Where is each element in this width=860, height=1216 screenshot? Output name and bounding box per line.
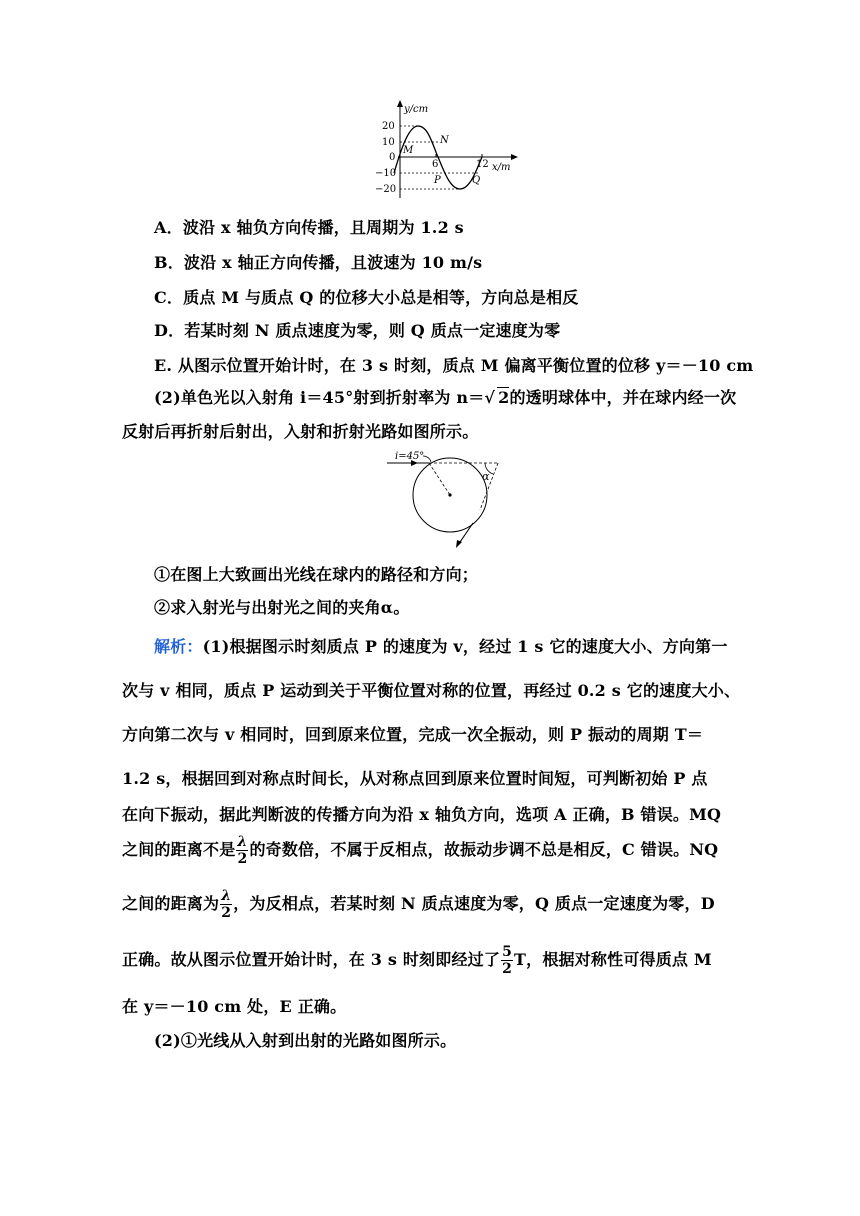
sqrt-argument: 2 <box>498 388 510 407</box>
frac-numerator: λ <box>237 834 248 850</box>
y-tick-20: 20 <box>382 121 395 132</box>
frac-denominator: 2 <box>237 851 248 867</box>
question-1: ①在图上大致画出光线在球内的路径和方向； <box>154 565 479 584</box>
part2-line1-before: (2)单色光以入射角 i＝45°射到折射率为 n＝ <box>154 388 485 407</box>
part2-line2: 反射后再折射后射出，入射和折射光路如图所示。 <box>122 422 479 441</box>
incidence-angle-label: i=45° <box>395 451 425 462</box>
frac2-numerator: 5 <box>502 944 513 960</box>
option-c: C．质点 M 与质点 Q 的位移大小总是相等，方向总是相反 <box>154 288 579 307</box>
y-tick-neg10: −10 <box>375 168 397 179</box>
y-tick-neg20: −20 <box>375 184 397 195</box>
solution-line-3: 方向第二次与 v 相同时，回到原来位置，完成一次全振动，则 P 振动的周期 T＝ <box>122 725 704 744</box>
solution-line-7a: 之间的距离为 <box>122 894 220 913</box>
question-2: ②求入射光与出射光之间的夹角α。 <box>154 598 410 617</box>
part2-line1-after: 的透明球体中，并在球内经一次 <box>509 388 737 407</box>
solution-line-7 <box>122 888 715 921</box>
solution-line-6a: 之间的距离不是 <box>122 840 236 859</box>
y-tick-0: 0 <box>389 152 396 163</box>
solution-line-1 <box>154 634 728 657</box>
x-tick-12: 12 <box>476 159 489 170</box>
five-over-2 <box>501 944 513 977</box>
part2-line1 <box>154 385 736 408</box>
option-a: A．波沿 x 轴负方向传播，且周期为 1.2 s <box>154 218 464 237</box>
y-axis-label: y/cm <box>404 104 429 115</box>
alpha-label: α <box>482 470 490 483</box>
x-axis-label: x/m <box>492 162 511 173</box>
solution-line-10: (2)①光线从入射到出射的光路如图所示。 <box>154 1031 457 1050</box>
solution-line-8 <box>122 944 712 977</box>
solution-line-7b: ，为反相点，若某时刻 N 质点速度为零，Q 质点一定速度为零，D <box>233 894 715 913</box>
frac2-denominator: 2 <box>502 961 513 977</box>
solution-line-4: 1.2 s，根据回到对称点时间长，从对称点回到原来位置时间短，可判断初始 P 点 <box>122 769 708 788</box>
solution-keyword: 解析： <box>154 637 203 656</box>
option-b: B．波沿 x 轴正方向传播，且波速为 10 m/s <box>154 253 483 272</box>
option-d: D．若某时刻 N 质点速度为零，则 Q 质点一定速度为零 <box>154 321 561 340</box>
solution-line-8a: 正确。故从图示位置开始计时，在 3 s 时刻即经过了 <box>122 950 501 969</box>
point-p: P <box>434 175 441 186</box>
point-q: Q <box>472 175 481 186</box>
point-m: M <box>403 145 414 156</box>
solution-line-6 <box>122 834 718 867</box>
y-tick-10: 10 <box>382 137 395 148</box>
frac-numerator-b: λ <box>221 888 232 904</box>
wave-graph <box>370 98 520 203</box>
sqrt-symbol: √ <box>484 388 496 407</box>
point-n: N <box>440 135 449 146</box>
solution-line-9: 在 y＝－10 cm 处，E 正确。 <box>122 997 347 1016</box>
option-e: E. 从图示位置开始计时，在 3 s 时刻，质点 M 偏离平衡位置的位移 y＝－10 cm <box>154 356 754 375</box>
lambda-over-2-b <box>220 888 232 921</box>
solution-line-2: 次与 v 相同，质点 P 运动到关于平衡位置对称的位置，再经过 0.2 s 它的速度大小、 <box>122 681 741 700</box>
solution-line-6b: 的奇数倍，不属于反相点，故振动步调不总是相反，C 错误。NQ <box>249 840 719 859</box>
solution-line-8b: T，根据对称性可得质点 M <box>514 950 712 969</box>
sphere-diagram <box>385 450 510 550</box>
solution-line-5: 在向下振动，据此判断波的传播方向为沿 x 轴负方向，选项 A 正确，B 错误。MQ <box>122 805 722 824</box>
x-tick-6: 6 <box>432 159 439 170</box>
solution-line-1-text: (1)根据图示时刻质点 P 的速度为 v，经过 1 s 它的速度大小、方向第一 <box>202 637 728 656</box>
lambda-over-2 <box>236 834 248 867</box>
frac-denominator-b: 2 <box>221 905 232 921</box>
